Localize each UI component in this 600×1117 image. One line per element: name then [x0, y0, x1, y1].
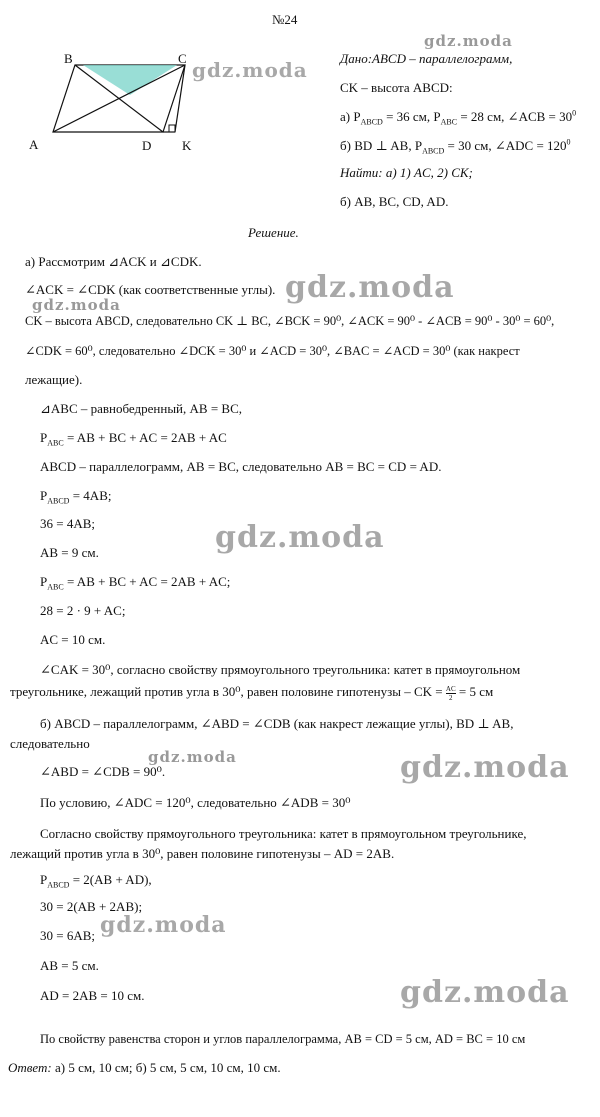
watermark: gdz.moda	[400, 750, 570, 785]
solution-line: лежащий против угла в 30⁰, равен половине гипотенузы – AD = 2AB.	[10, 846, 395, 861]
find-line-1: Найти: а) 1) AC, 2) CK;	[340, 165, 473, 180]
watermark: gdz.moda	[100, 912, 227, 938]
watermark: gdz.moda	[400, 975, 570, 1010]
label-A: A	[29, 137, 39, 152]
solution-line: 28 = 2 · 9 + AC;	[40, 603, 126, 618]
given-line-2: CK – высота ABCD:	[340, 80, 453, 95]
watermark: gdz.moda	[148, 748, 237, 766]
solution-line: ⊿ABC – равнобедренный, AB = BC,	[40, 401, 243, 416]
label-C: C	[178, 51, 187, 66]
solution-title: Решение.	[248, 225, 299, 240]
watermark: gdz.moda	[32, 296, 121, 314]
solution-line: ∠CAK = 30⁰, согласно свойству прямоугольного треугольника: катет в прямоугольном	[40, 662, 521, 677]
solution-line: $P_{ABCD} = 4AB$;	[40, 488, 112, 506]
solution-line: ∠ACK = ∠CDK (как соответственные углы).	[25, 282, 276, 297]
solution-line: AB = 5 см.	[40, 958, 99, 973]
problem-number: №24	[272, 12, 298, 27]
label-D: D	[142, 138, 152, 153]
solution-line: б) ABCD – параллелограмм, ∠ABD = ∠CDB (как накрест лежащие углы), BD ⊥ AB,	[40, 716, 514, 731]
solution-line: ∠ABD = ∠CDB = 90⁰.	[40, 764, 166, 779]
watermark: gdz.moda	[215, 520, 385, 555]
given-line-1: Дано:ABCD – параллелограмм,	[340, 51, 513, 66]
watermark: gdz.moda	[192, 58, 308, 82]
solution-line: 36 = 4AB;	[40, 516, 96, 531]
solution-line: $P_{ABCD} = 2(AB + AD)$,	[40, 872, 152, 890]
solution-line: следовательно	[10, 736, 90, 751]
solution-line: $P_{ABC}$ = AB + BC + AC = 2AB + AC	[40, 430, 227, 448]
solution-line: AC = 10 см.	[40, 632, 106, 647]
solution-line: AD = 2AB = 10 см.	[40, 988, 145, 1003]
solution-line: По условию, ∠ADC = 120⁰, следовательно ∠ADB = 30⁰	[40, 795, 351, 810]
solution-line: По свойству равенства сторон и углов параллелограмма, AB = CD = 5 см, AD = BC = 10 см	[40, 1032, 526, 1046]
fraction: $\frac{AC}{2}$	[445, 684, 456, 702]
solution-line: $P_{ABC}$ = AB + BC + AC = 2AB + AC;	[40, 574, 231, 592]
watermark: gdz.moda	[424, 32, 513, 50]
given-line-4: б) BD ⊥ AB, $P_{ABCD} = 30$ см, ∠ADC = $120^0$	[340, 137, 571, 156]
given-line-3: а) $P_{ABCD} = 36$ см, $P_{ABC} = 28$ см, ∠ACB = $30^0$	[340, 108, 577, 127]
solution-line: ∠CDK = 60⁰, следовательно ∠DCK = 30⁰ и ∠ACD = 30⁰, ∠BAC = ∠ACD = 30⁰ (как накрест	[25, 344, 520, 358]
solution-line: CK – высота ABCD, следовательно CK ⊥ BC, ∠BCK = 90⁰, ∠ACK = 90⁰ - ∠ACB = 90⁰ - 30⁰ = 60⁰,	[25, 314, 555, 328]
watermark: gdz.moda	[285, 270, 455, 305]
solution-line: Согласно свойству прямоугольного треугольника: катет в прямоугольном треугольнике,	[40, 826, 527, 841]
label-B: B	[64, 51, 73, 66]
solution-line: AB = 9 см.	[40, 545, 99, 560]
answer-line: Ответ: а) 5 см, 10 см; б) 5 см, 5 см, 10 см, 10 см.	[8, 1060, 281, 1075]
solution-line: ABCD – параллелограмм, AB = BC, следовательно AB = BC = CD = AD.	[40, 459, 442, 474]
solution-line: 30 = 2(AB + 2AB);	[40, 899, 143, 914]
find-line-2: б) AB, BC, CD, AD.	[340, 194, 449, 209]
label-K: K	[182, 138, 192, 153]
solution-line: 30 = 6AB;	[40, 928, 96, 943]
solution-line: лежащие).	[25, 372, 83, 387]
solution-line: а) Рассмотрим ⊿ACK и ⊿CDK.	[25, 254, 202, 269]
solution-line: треугольнике, лежащий против угла в 30⁰, равен половине гипотенузы – CK = $\frac{AC}{2}$ = 5 см	[10, 684, 494, 702]
